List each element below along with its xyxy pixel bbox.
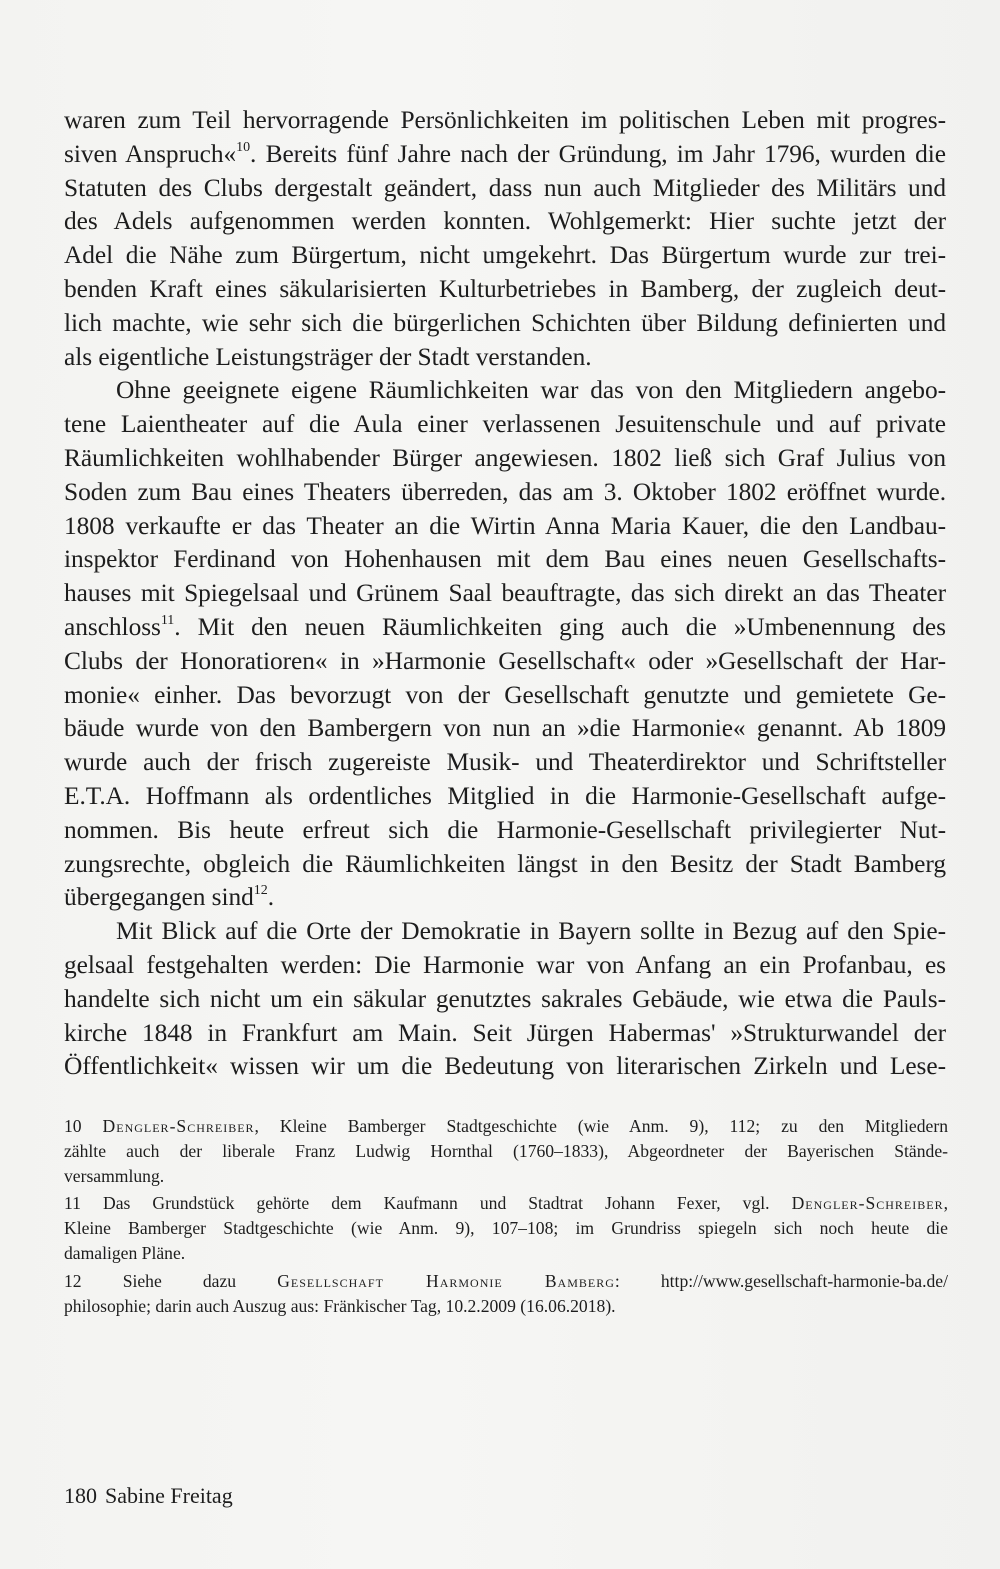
footnote-author: Gesellschaft Harmonie Bamberg xyxy=(277,1270,615,1291)
text-line: kirche 1848 in Frankfurt am Main. Seit Jürgen Habermas' »Strukturwandel der xyxy=(64,1018,946,1047)
page-number: 180 xyxy=(64,1483,97,1508)
text-line: Mit Blick auf die Orte der Demokratie in Bayern sollte in Bezug auf den Spie- xyxy=(116,917,946,946)
footnote-10 xyxy=(64,1114,948,1188)
footnote-ref-11[interactable]: 11 xyxy=(160,612,175,628)
text-line: gelsaal festgehalten werden: Die Harmonie war von Anfang an ein Profanbau, es xyxy=(64,950,946,979)
text-line: anschloss$^{11}$. Mit den neuen Räumlichkeiten ging auch die »Umbenennung des xyxy=(64,612,946,641)
text-line: E.T.A. Hoffmann als ordentliches Mitglied in die Harmonie-Gesellschaft aufge- xyxy=(64,781,946,810)
text-line: monie« einher. Das bevorzugt von der Gesellschaft genutzte und gemietete Ge- xyxy=(64,680,946,709)
paragraph-3 xyxy=(64,915,946,1084)
footnote-author: Dengler-Schreiber xyxy=(102,1116,255,1136)
footnote-ref-10[interactable]: 10 xyxy=(236,139,251,155)
footnote-12 xyxy=(64,1269,948,1319)
text-line: bäude wurde von den Bambergern von nun an »die Harmonie« genannt. Ab 1809 xyxy=(64,714,946,743)
text-line: Öffentlichkeit« wissen wir um die Bedeutung von literarischen Zirkeln und Lese- xyxy=(64,1052,946,1081)
footnote-number: 11 xyxy=(64,1193,81,1214)
main-text xyxy=(64,104,946,1084)
footnote-line: philosophie; darin auch Auszug aus: Fränkischer Tag, 10.2.2009 (16.06.2018). xyxy=(64,1295,616,1316)
footnote-line: damaligen Pläne. xyxy=(64,1242,186,1263)
text-line: Adel die Nähe zum Bürgertum, nicht umgekehrt. Das Bürgertum wurde zur trei- xyxy=(64,241,946,270)
text-line: siven Anspruch«$^{10}$. Bereits fünf Jahre nach der Gründung, im Jahr 1796, wurden die xyxy=(64,139,946,168)
footnote-ref-12[interactable]: 12 xyxy=(253,883,268,899)
paragraph-1 xyxy=(64,104,946,374)
text-line: Räumlichkeiten wohlhabender Bürger angewiesen. 1802 ließ sich Graf Julius von xyxy=(64,443,946,472)
text-line: tene Laientheater auf die Aula einer verlassenen Jesuitenschule und auf private xyxy=(64,410,946,439)
footnote-line: versammlung. xyxy=(64,1165,165,1186)
text-line: waren zum Teil hervorragende Persönlichkeiten im politischen Leben mit progres- xyxy=(64,106,946,134)
footnote-number: 12 xyxy=(64,1270,82,1291)
text-line: lich machte, wie sehr sich die bürgerlichen Schichten über Bildung definierten und xyxy=(64,308,946,337)
text-line: Soden zum Bau eines Theaters überreden, das am 3. Oktober 1802 eröffnet wurde. xyxy=(64,477,946,506)
footnote-number: 10 xyxy=(64,1116,82,1136)
footnote-line: zählte auch der liberale Franz Ludwig Hornthal (1760–1833), Abgeordneter der Bayerischen Stände- xyxy=(64,1140,948,1161)
text-line: als eigentliche Leistungsträger der Stadt verstanden. xyxy=(64,342,592,371)
text-line: des Adels aufgenommen werden konnten. Wohlgemerkt: Hier suchte jetzt der xyxy=(64,207,946,236)
text-line: wurde auch der frisch zugereiste Musik- und Theaterdirektor und Schriftsteller xyxy=(64,748,946,777)
footnote-11 xyxy=(64,1191,948,1265)
footnote-line: 11 Das Grundstück gehörte dem Kaufmann und Stadtrat Johann Fexer, vgl. Dengler-Schreiber, xyxy=(64,1193,948,1214)
running-author: Sabine Freitag xyxy=(105,1483,233,1508)
text-line: 1808 verkaufte er das Theater an die Wirtin Anna Maria Kauer, die den Landbau- xyxy=(64,511,946,540)
footnote-line: Kleine Bamberger Stadtgeschichte (wie Anm. 9), 107–108; im Grundriss spiegeln sich noch heute die xyxy=(64,1218,948,1239)
text-line: handelte sich nicht um ein säkular genutztes sakrales Gebäude, wie etwa die Pauls- xyxy=(64,984,946,1013)
footnote-line: 12 Siehe dazu Gesellschaft Harmonie Bamberg: http://www.gesellschaft-harmonie-ba.de/ xyxy=(64,1270,948,1291)
text-line: hauses mit Spiegelsaal und Grünem Saal beauftragte, das sich direkt an das Theater xyxy=(64,579,946,608)
text-line: zungsrechte, obgleich die Räumlichkeiten längst in den Besitz der Stadt Bamberg xyxy=(64,849,946,878)
text-line: inspektor Ferdinand von Hohenhausen mit dem Bau eines neuen Gesellschafts- xyxy=(64,545,946,574)
text-line: nommen. Bis heute erfreut sich die Harmonie-Gesellschaft privilegierter Nut- xyxy=(64,815,946,844)
text-line: benden Kraft eines säkularisierten Kulturbetriebes in Bamberg, der zugleich deut- xyxy=(64,274,946,303)
footnote-link[interactable]: : http://www.gesellschaft-harmonie-ba.de/ xyxy=(614,1270,948,1291)
text-line: Statuten des Clubs dergestalt geändert, dass nun auch Mitglieder des Militärs und xyxy=(64,173,946,202)
text-line: Ohne geeignete eigene Räumlichkeiten war das von den Mitgliedern angebo- xyxy=(116,376,946,405)
paragraph-2 xyxy=(64,374,946,915)
footnote-line: 10 Dengler-Schreiber, Kleine Bamberger Stadtgeschichte (wie Anm. 9), 112; zu den Mitgliedern xyxy=(64,1116,948,1136)
page-footer xyxy=(64,1483,233,1509)
footnote-author: Dengler-Schreiber xyxy=(791,1193,944,1214)
footnotes xyxy=(64,1114,948,1318)
text-line: Clubs der Honoratioren« in »Harmonie Gesellschaft« oder »Gesellschaft der Har- xyxy=(64,646,946,675)
text-line: übergegangen sind$^{12}$. xyxy=(64,883,274,912)
